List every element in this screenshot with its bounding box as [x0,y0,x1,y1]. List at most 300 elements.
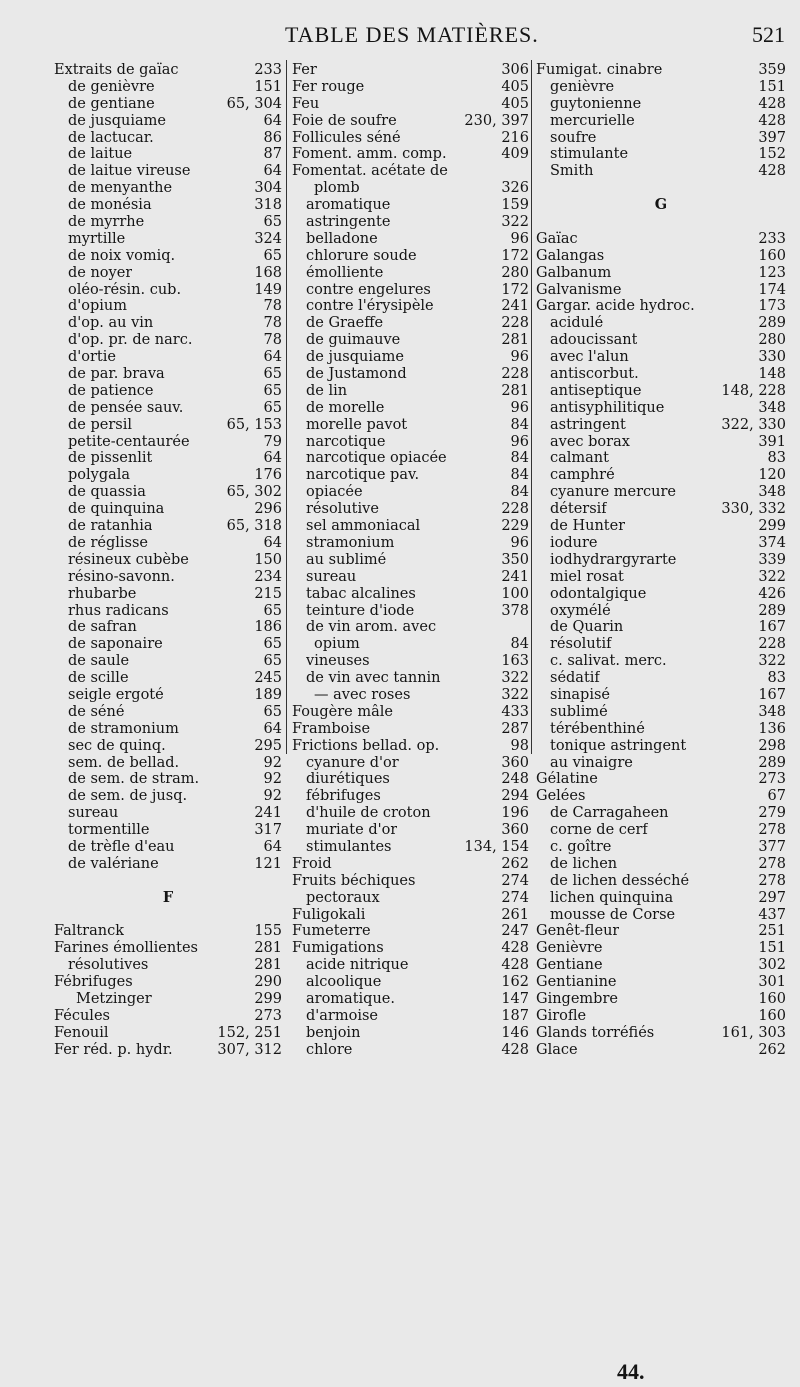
entry-term: Glands torréfiés [536,1024,655,1041]
entry-term: de scille [68,670,129,687]
index-entry [292,518,529,535]
spacer [54,873,282,890]
index-entry [292,822,529,839]
entry-term: de genièvre [68,78,155,95]
entry-pages: 281 [501,332,529,349]
entry-term: Galangas [536,247,605,264]
index-entry [54,197,282,214]
entry-pages: 230, 397 [464,112,529,129]
entry-term: Fécules [54,1007,110,1024]
entry-term: de menyanthe [68,180,173,197]
index-entry [292,890,529,907]
entry-pages: 196 [501,805,529,822]
index-entry [292,501,529,518]
index-entry [292,484,529,501]
entry-pages: 161, 303 [721,1024,786,1041]
entry-pages: 79 [263,433,282,450]
index-entry [54,535,282,552]
entry-term: Girofle [536,1007,587,1024]
entry-term: sureau [68,805,119,822]
entry-term: opium [314,636,360,653]
index-entry [54,1042,282,1059]
index-entry [54,1008,282,1025]
entry-term: de réglisse [68,534,149,551]
entry-pages: 78 [263,298,282,315]
entry-term: résino-savonn. [68,568,175,585]
entry-term: de laitue [68,146,133,163]
entry-pages: 274 [501,889,529,906]
index-entry [536,974,786,991]
entry-pages: 172 [501,281,529,298]
index-entry [54,298,282,315]
entry-term: sem. de bellad. [68,754,180,771]
index-entry [536,771,786,788]
entry-pages: 359 [758,62,786,78]
index-entry [292,653,529,670]
entry-pages: 241 [501,298,529,315]
entry-pages: 134, 154 [464,838,529,855]
entry-term: Fenouil [54,1024,109,1041]
index-entry [292,873,529,890]
index-entry [292,957,529,974]
entry-term: aromatique [306,197,391,214]
index-entry [292,383,529,400]
index-entry [536,62,786,79]
index-entry [292,146,529,163]
entry-term: Glace [536,1041,578,1058]
entry-pages: 322, 330 [721,416,786,433]
index-entry [536,130,786,147]
column-divider [531,60,532,754]
entry-pages: 289 [758,602,786,619]
index-entry [536,332,786,349]
index-entry [292,400,529,417]
index-entry [292,450,529,467]
entry-pages: 330, 332 [721,501,786,518]
entry-term: de lichen desséché [550,872,690,889]
entry-pages: 322 [501,214,529,231]
entry-term: résolutives [68,957,149,974]
entry-pages: 96 [510,399,529,416]
entry-term: résolutive [306,501,379,518]
index-entry [292,940,529,957]
entry-term: Fruits béchiques [292,872,416,889]
entry-pages: 296 [254,501,282,518]
index-entry [54,265,282,282]
entry-term: détersif [550,501,607,518]
entry-pages: 148 [758,366,786,383]
entry-term: de noix vomiq. [68,247,176,264]
entry-term: astringente [306,214,391,231]
entry-term: térébenthiné [550,720,645,737]
index-entry [536,248,786,265]
entry-pages: 280 [758,332,786,349]
entry-pages: 262 [501,855,529,872]
entry-pages: 330 [758,349,786,366]
entry-pages: 304 [254,180,282,197]
entry-pages: 248 [501,771,529,788]
entry-term: résolutif [550,636,612,653]
index-entry [54,315,282,332]
entry-pages: 245 [254,670,282,687]
index-entry [292,467,529,484]
entry-pages: 65 [263,366,282,383]
entry-term: Gélatine [536,771,598,788]
index-entry [54,450,282,467]
index-entry [54,957,282,974]
index-entry [54,687,282,704]
entry-pages: 348 [758,399,786,416]
entry-pages: 326 [501,180,529,197]
index-entry [54,96,282,113]
entry-term: diurétiques [306,771,390,788]
entry-term: de Carragaheen [550,805,669,822]
index-entry [292,738,529,755]
entry-pages: 428 [501,957,529,974]
entry-term: Genêt-fleur [536,923,620,940]
entry-pages: 289 [758,754,786,771]
entry-pages: 233 [254,62,282,78]
entry-term: cyanure mercure [550,484,676,501]
entry-term: au sublimé [306,551,387,568]
index-entry [292,417,529,434]
entry-term: Gentianine [536,974,617,991]
index-entry [536,366,786,383]
entry-pages: 378 [501,602,529,619]
entry-pages: 83 [767,670,786,687]
index-entry [54,822,282,839]
index-entry [292,265,529,282]
index-entry [54,518,282,535]
entry-term: odontalgique [550,585,647,602]
entry-term: sureau [306,568,357,585]
index-entry [54,603,282,620]
entry-pages: 152 [758,146,786,163]
entry-term: contre l'érysipèle [306,298,434,315]
entry-term: astringent [550,416,626,433]
entry-term: genièvre [550,78,615,95]
entry-term: belladone [306,230,378,247]
entry-term: aromatique. [306,990,395,1007]
entry-pages: 433 [501,703,529,720]
entry-term: de gentiane [68,95,155,112]
index-entry [54,721,282,738]
entry-term: soufre [550,129,597,146]
index-entry [292,366,529,383]
index-entry [54,417,282,434]
entry-pages: 100 [501,585,529,602]
entry-pages: 428 [501,1041,529,1058]
section-letter: F [162,888,174,906]
index-entry [54,856,282,873]
entry-pages: 159 [501,197,529,214]
entry-term: Fumigations [292,940,384,957]
entry-pages: 233 [758,230,786,247]
index-entry [292,839,529,856]
entry-pages: 92 [263,754,282,771]
entry-pages: 405 [501,95,529,112]
index-entry [54,231,282,248]
entry-pages: 324 [254,230,282,247]
index-entry [536,467,786,484]
entry-pages: 281 [254,957,282,974]
index-entry [536,957,786,974]
entry-pages: 65 [263,636,282,653]
index-entry [292,755,529,772]
entry-term: Genièvre [536,940,603,957]
entry-term: oléo-résin. cub. [68,281,182,298]
index-entry [536,518,786,535]
entry-term: antiscorbut. [550,366,639,383]
index-entry [292,771,529,788]
entry-pages: 350 [501,551,529,568]
index-entry [54,788,282,805]
entry-term: sel ammoniacal [306,518,421,535]
entry-term: sédatif [550,670,600,687]
entry-pages: 426 [758,585,786,602]
entry-pages: 136 [758,720,786,737]
index-entry [292,721,529,738]
index-entry [536,923,786,940]
entry-pages: 297 [758,889,786,906]
spacer [536,214,786,231]
entry-pages: 65 [263,247,282,264]
entry-term: Fumeterre [292,923,371,940]
entry-pages: 302 [758,957,786,974]
index-entry [54,940,282,957]
entry-pages: 274 [501,872,529,889]
entry-term: Farines émollientes [54,940,199,957]
index-entry [292,535,529,552]
entry-term: Metzinger [76,990,152,1007]
entry-pages: 281 [254,940,282,957]
entry-term: sublimé [550,703,608,720]
entry-pages: 295 [254,737,282,754]
entry-pages: 281 [501,382,529,399]
entry-term: Frictions bellad. op. [292,737,440,754]
index-entry [292,434,529,451]
index-entry [54,991,282,1008]
entry-term: de pissenlit [68,450,153,467]
index-entry [292,96,529,113]
index-entry [292,670,529,687]
entry-term: teinture d'iode [306,602,415,619]
entry-pages: 64 [263,720,282,737]
index-entry [54,383,282,400]
entry-pages: 437 [758,906,786,923]
entry-term: acide nitrique [306,957,409,974]
entry-pages: 307, 312 [217,1041,282,1058]
entry-term: de sem. de stram. [68,771,200,788]
index-entry [292,163,529,180]
entry-pages: 174 [758,281,786,298]
index-entry [536,687,786,704]
entry-term: Fer [292,62,317,78]
index-entry [292,298,529,315]
entry-term: stimulantes [306,838,392,855]
entry-pages: 173 [758,298,786,315]
entry-pages: 241 [501,568,529,585]
index-entry [292,805,529,822]
entry-term: Froid [292,855,332,872]
entry-term: de valériane [68,855,159,872]
entry-term: corne de cerf [550,822,648,839]
entry-term: vineuses [306,653,370,670]
index-entry [536,315,786,332]
entry-pages: 172 [501,247,529,264]
entry-pages: 64 [263,838,282,855]
entry-pages: 64 [263,163,282,180]
entry-term: plomb [314,180,360,197]
entry-pages: 84 [510,636,529,653]
entry-pages: 65, 153 [226,416,282,433]
entry-pages: 167 [758,686,786,703]
index-entry [536,79,786,96]
index-entry [536,991,786,1008]
spacer [54,907,282,924]
page-title: TABLE DES MATIÈRES. [285,22,539,47]
index-entry [536,484,786,501]
entry-term: de monésia [68,197,152,214]
index-entry [54,434,282,451]
entry-pages: 83 [767,450,786,467]
entry-term: miel rosat [550,568,624,585]
column-divider [286,60,287,754]
entry-pages: 391 [758,433,786,450]
entry-pages: 273 [254,1007,282,1024]
entry-term: rhubarbe [68,585,137,602]
index-entry [292,130,529,147]
index-entry [54,974,282,991]
entry-pages: 405 [501,78,529,95]
entry-term: stimulante [550,146,629,163]
entry-term: émolliente [306,264,384,281]
index-entry [536,400,786,417]
entry-pages: 428 [758,163,786,180]
index-entry [536,873,786,890]
entry-term: d'ortie [68,349,116,366]
entry-term: d'armoise [306,1007,378,1024]
index-entry [292,788,529,805]
index-entry [536,805,786,822]
index-entry [536,1008,786,1025]
entry-pages: 84 [510,467,529,484]
entry-pages: 189 [254,686,282,703]
entry-pages [525,163,529,180]
page-header [0,22,800,52]
entry-pages: 64 [263,349,282,366]
entry-pages: 96 [510,534,529,551]
entry-pages: 428 [758,112,786,129]
index-entry [54,214,282,231]
entry-pages: 160 [758,247,786,264]
index-entry [54,501,282,518]
entry-pages: 92 [263,771,282,788]
entry-term: de vin avec tannin [306,670,441,687]
entry-pages: 317 [254,822,282,839]
index-entry [292,197,529,214]
entry-pages: 84 [510,416,529,433]
index-entry [54,619,282,636]
entry-pages: 251 [758,923,786,940]
entry-pages: 241 [254,805,282,822]
entry-term: Foment. amm. comp. [292,146,447,163]
entry-pages: 322 [501,686,529,703]
entry-term: contre engelures [306,281,431,298]
entry-pages: 339 [758,551,786,568]
entry-pages: 160 [758,1007,786,1024]
index-entry [536,1042,786,1059]
entry-term: polygala [68,467,131,484]
entry-term: petite-centaurée [68,433,190,450]
index-entry [292,907,529,924]
entry-pages: 299 [758,518,786,535]
index-entry [292,79,529,96]
index-entry [536,501,786,518]
entry-pages: 409 [501,146,529,163]
index-entry [292,991,529,1008]
index-entry [54,738,282,755]
index-entry [54,755,282,772]
entry-pages: 160 [758,990,786,1007]
index-entry [292,552,529,569]
index-entry [536,113,786,130]
entry-pages: 247 [501,923,529,940]
entry-term: de quassia [68,484,146,501]
index-entry [54,79,282,96]
entry-pages: 151 [758,78,786,95]
entry-pages: 322 [758,568,786,585]
entry-term: fébrifuges [306,788,381,805]
index-entry [536,670,786,687]
index-entry [54,130,282,147]
entry-pages: 65 [263,399,282,416]
entry-pages: 301 [758,974,786,991]
entry-pages: 228 [758,636,786,653]
entry-pages: 65 [263,653,282,670]
entry-term: iodure [550,534,598,551]
entry-pages: 322 [501,670,529,687]
index-entry [292,603,529,620]
index-entry [536,822,786,839]
entry-pages: 279 [758,805,786,822]
index-entry [536,96,786,113]
index-entry [54,484,282,501]
index-entry [536,146,786,163]
entry-term: morelle pavot [306,416,408,433]
entry-term: de lichen [550,855,618,872]
index-entry [536,1025,786,1042]
entry-term: c. salivat. merc. [550,653,667,670]
entry-pages: 216 [501,129,529,146]
entry-pages: 176 [254,467,282,484]
index-entry [536,552,786,569]
entry-pages: 64 [263,534,282,551]
index-entry [292,180,529,197]
index-entry [536,755,786,772]
index-entry [536,349,786,366]
index-entry [292,349,529,366]
index-entry [54,771,282,788]
index-entry [292,214,529,231]
index-entry [54,1025,282,1042]
index-entry [54,282,282,299]
index-entry [536,434,786,451]
index-entry [54,248,282,265]
index-entry [536,265,786,282]
index-entry [536,839,786,856]
index-column-1 [54,62,282,1059]
